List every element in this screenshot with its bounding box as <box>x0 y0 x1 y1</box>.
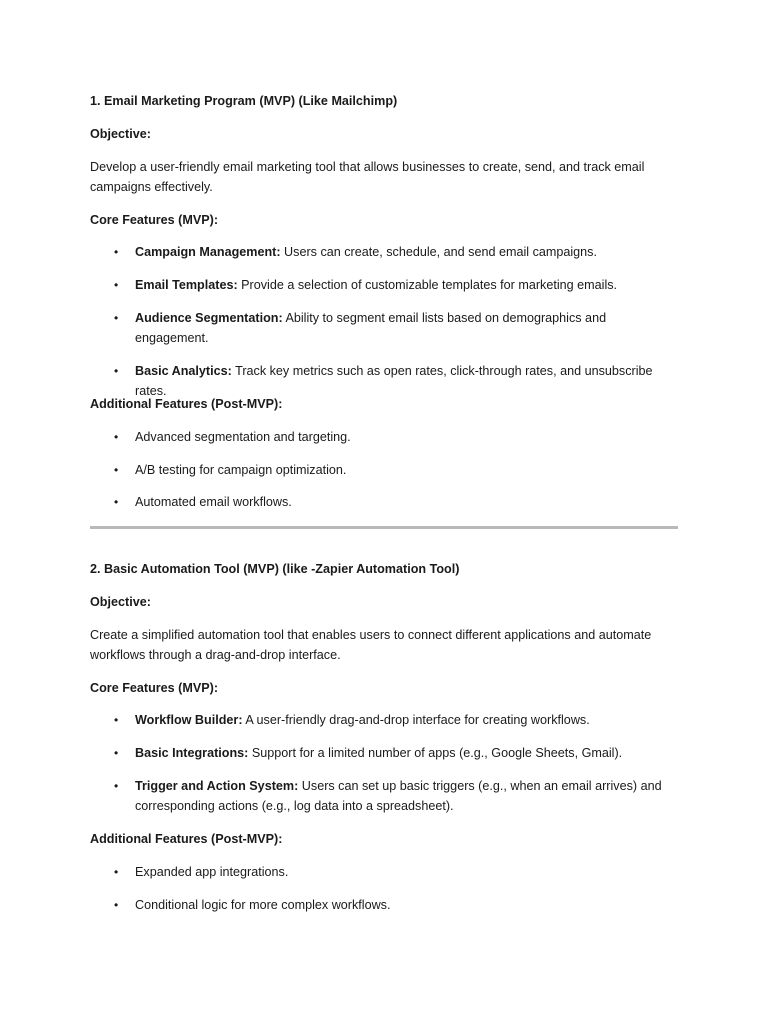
list-item-term: Basic Integrations: <box>135 746 249 760</box>
section2-objective-text <box>90 626 680 665</box>
list-item-text: Advanced segmentation and targeting. <box>135 430 351 444</box>
list-item-text: Support for a limited number of apps (e.g., Google Sheets, Gmail). <box>248 746 623 760</box>
bullet-icon: • <box>114 865 119 879</box>
list-item-text: Automated email workflows. <box>135 495 292 509</box>
list-item-text: A/B testing for campaign optimization. <box>135 463 347 477</box>
list-item-text: Users can create, schedule, and send email campaigns. <box>280 245 597 259</box>
bullet-icon: • <box>114 898 119 912</box>
bullet-icon: • <box>114 364 119 378</box>
list-item-text-continued: corresponding actions (e.g., log data into a spreadsheet). <box>135 798 454 813</box>
list-item-term: Basic Analytics: <box>135 364 232 378</box>
list-item-term: Audience Segmentation: <box>135 311 283 325</box>
list-item-text: Expanded app integrations. <box>135 865 289 879</box>
bullet-icon: • <box>114 463 119 477</box>
section1-heading: 1. Email Marketing Program (MVP) (Like Mailchimp) <box>90 94 398 108</box>
section1-core-label: Core Features (MVP): <box>90 213 219 227</box>
section2-objective-label: Objective: <box>90 595 151 609</box>
bullet-icon: • <box>114 779 119 793</box>
list-item-text: Track key metrics such as open rates, click-through rates, and unsubscribe rates. <box>135 364 653 398</box>
bullet-icon: • <box>114 746 119 760</box>
list-item-text: Conditional logic for more complex workflows. <box>135 898 391 912</box>
bullet-icon: • <box>114 430 119 444</box>
section2-core-label: Core Features (MVP): <box>90 681 219 695</box>
section1-objective-label: Objective: <box>90 127 151 141</box>
bullet-icon: • <box>114 495 119 509</box>
section2-objective-line2: workflows through a drag-and-drop interface. <box>90 647 341 662</box>
section1-additional-label: Additional Features (Post-MVP): <box>90 397 283 411</box>
list-item-text: Ability to segment email lists based on demographics and <box>282 311 607 325</box>
section2-objective-line1: Create a simplified automation tool that enables users to connect different applications and automate <box>90 628 652 642</box>
list-item-text-continued: engagement. <box>135 330 209 345</box>
bullet-icon: • <box>114 311 119 325</box>
list-item-term: Email Templates: <box>135 278 238 292</box>
list-item-term: Workflow Builder: <box>135 713 243 727</box>
section1-objective-line2: campaigns effectively. <box>90 179 213 194</box>
section1-objective-text <box>90 158 680 197</box>
bullet-icon: • <box>114 278 119 292</box>
list-item-term: Trigger and Action System: <box>135 779 299 793</box>
horizontal-divider <box>90 526 678 529</box>
list-item-term: Campaign Management: <box>135 245 281 259</box>
bullet-icon: • <box>114 713 119 727</box>
section1-objective-line1: Develop a user-friendly email marketing tool that allows businesses to create, send, and track email <box>90 160 645 174</box>
list-item-text: Provide a selection of customizable templates for marketing emails. <box>237 278 618 292</box>
list-item-text: Users can set up basic triggers (e.g., when an email arrives) and <box>298 779 662 793</box>
section2-additional-label: Additional Features (Post-MVP): <box>90 832 283 846</box>
bullet-icon: • <box>114 245 119 259</box>
section2-heading: 2. Basic Automation Tool (MVP) (like -Zapier Automation Tool) <box>90 562 460 576</box>
list-item-text: A user-friendly drag-and-drop interface for creating workflows. <box>242 713 590 727</box>
